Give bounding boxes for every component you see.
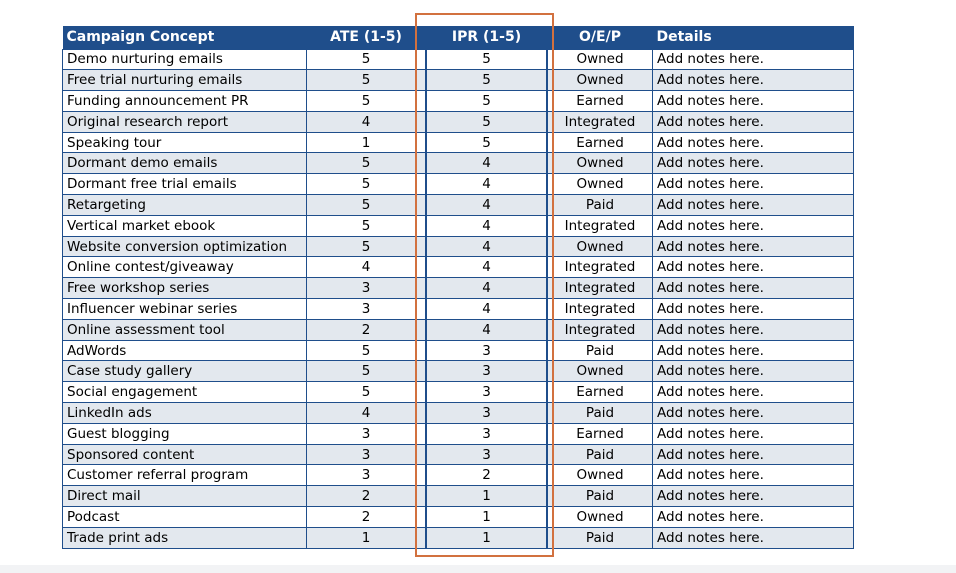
cell-details[interactable]: Add notes here. — [653, 507, 854, 528]
cell-details[interactable]: Add notes here. — [653, 403, 854, 424]
table-row — [63, 195, 854, 216]
cell-ipr: 3 — [427, 444, 547, 465]
cell-campaign-concept: Social engagement — [63, 382, 307, 403]
cell-ipr: 4 — [427, 257, 547, 278]
header-oep: O/E/P — [579, 29, 621, 46]
cell-campaign-concept: Original research report — [63, 111, 307, 132]
cell-details[interactable]: Add notes here. — [653, 111, 854, 132]
cell-ate: 5 — [307, 236, 426, 257]
cell-oep: Earned — [548, 382, 653, 403]
cell-oep: Integrated — [548, 111, 653, 132]
cell-ipr: 4 — [427, 236, 547, 257]
table-body — [63, 49, 854, 548]
cell-details[interactable]: Add notes here. — [653, 319, 854, 340]
table-row — [63, 153, 854, 174]
cell-ate: 5 — [307, 195, 426, 216]
cell-oep: Integrated — [548, 299, 653, 320]
cell-ipr: 5 — [427, 111, 547, 132]
header-details: Details — [656, 29, 712, 46]
table-row — [63, 507, 854, 528]
cell-details[interactable]: Add notes here. — [653, 465, 854, 486]
cell-ipr: 1 — [427, 527, 547, 548]
cell-ate: 5 — [307, 174, 426, 195]
cell-oep: Owned — [548, 153, 653, 174]
campaign-table — [62, 26, 854, 549]
cell-oep: Paid — [548, 527, 653, 548]
cell-details[interactable]: Add notes here. — [653, 299, 854, 320]
cell-oep: Owned — [548, 236, 653, 257]
cell-ate: 5 — [307, 340, 426, 361]
cell-details[interactable]: Add notes here. — [653, 236, 854, 257]
cell-campaign-concept: Funding announcement PR — [63, 91, 307, 112]
cell-ipr: 1 — [427, 486, 547, 507]
table-row — [63, 111, 854, 132]
cell-oep: Owned — [548, 465, 653, 486]
cell-ate: 5 — [307, 153, 426, 174]
cell-details[interactable]: Add notes here. — [653, 527, 854, 548]
cell-campaign-concept: Retargeting — [63, 195, 307, 216]
cell-details[interactable]: Add notes here. — [653, 444, 854, 465]
cell-ipr: 4 — [427, 215, 547, 236]
cell-ipr: 4 — [427, 278, 547, 299]
table-row — [63, 215, 854, 236]
cell-oep: Owned — [548, 49, 653, 70]
table-row — [63, 444, 854, 465]
cell-ipr: 4 — [427, 174, 547, 195]
table-row — [63, 70, 854, 91]
cell-campaign-concept: Dormant demo emails — [63, 153, 307, 174]
cell-ipr: 5 — [427, 132, 547, 153]
cell-campaign-concept: Free workshop series — [63, 278, 307, 299]
cell-details[interactable]: Add notes here. — [653, 195, 854, 216]
table-row — [63, 403, 854, 424]
cell-ipr: 4 — [427, 299, 547, 320]
cell-ipr: 3 — [427, 361, 547, 382]
cell-details[interactable]: Add notes here. — [653, 257, 854, 278]
cell-campaign-concept: Online assessment tool — [63, 319, 307, 340]
cell-details[interactable]: Add notes here. — [653, 423, 854, 444]
cell-details[interactable]: Add notes here. — [653, 132, 854, 153]
table-row — [63, 49, 854, 70]
cell-campaign-concept: Influencer webinar series — [63, 299, 307, 320]
cell-ipr: 5 — [427, 70, 547, 91]
cell-oep: Paid — [548, 340, 653, 361]
table-row — [63, 527, 854, 548]
cell-campaign-concept: Customer referral program — [63, 465, 307, 486]
cell-details[interactable]: Add notes here. — [653, 174, 854, 195]
campaign-table-container — [62, 26, 853, 549]
cell-details[interactable]: Add notes here. — [653, 382, 854, 403]
cell-ate: 3 — [307, 278, 426, 299]
cell-ate: 1 — [307, 527, 426, 548]
cell-campaign-concept: AdWords — [63, 340, 307, 361]
cell-campaign-concept: Vertical market ebook — [63, 215, 307, 236]
cell-ipr: 1 — [427, 507, 547, 528]
header-ate: ATE (1-5) — [330, 29, 402, 46]
cell-details[interactable]: Add notes here. — [653, 278, 854, 299]
cell-details[interactable]: Add notes here. — [653, 340, 854, 361]
cell-campaign-concept: Online contest/giveaway — [63, 257, 307, 278]
cell-ate: 2 — [307, 486, 426, 507]
cell-oep: Integrated — [548, 319, 653, 340]
table-row — [63, 319, 854, 340]
cell-details[interactable]: Add notes here. — [653, 361, 854, 382]
table-row — [63, 361, 854, 382]
cell-oep: Owned — [548, 361, 653, 382]
table-row — [63, 257, 854, 278]
cell-ate: 3 — [307, 465, 426, 486]
cell-ipr: 3 — [427, 423, 547, 444]
cell-ate: 2 — [307, 319, 426, 340]
cell-ate: 3 — [307, 299, 426, 320]
table-row — [63, 278, 854, 299]
table-row — [63, 423, 854, 444]
cell-ipr: 3 — [427, 340, 547, 361]
cell-ate: 5 — [307, 91, 426, 112]
cell-oep: Paid — [548, 403, 653, 424]
cell-ate: 4 — [307, 111, 426, 132]
cell-ate: 5 — [307, 382, 426, 403]
table-row — [63, 236, 854, 257]
cell-campaign-concept: Website conversion optimization — [63, 236, 307, 257]
cell-ipr: 3 — [427, 382, 547, 403]
header-ipr: IPR (1-5) — [451, 29, 522, 46]
cell-oep: Integrated — [548, 278, 653, 299]
cell-details[interactable]: Add notes here. — [653, 70, 854, 91]
cell-oep: Earned — [548, 132, 653, 153]
cell-details[interactable]: Add notes here. — [653, 486, 854, 507]
cell-oep: Paid — [548, 486, 653, 507]
cell-campaign-concept: LinkedIn ads — [63, 403, 307, 424]
cell-campaign-concept: Dormant free trial emails — [63, 174, 307, 195]
cell-ipr: 4 — [427, 153, 547, 174]
cell-campaign-concept: Speaking tour — [63, 132, 307, 153]
cell-details[interactable]: Add notes here. — [653, 91, 854, 112]
cell-campaign-concept: Guest blogging — [63, 423, 307, 444]
cell-ate: 4 — [307, 257, 426, 278]
cell-ipr: 5 — [427, 91, 547, 112]
table-row — [63, 91, 854, 112]
cell-oep: Owned — [548, 174, 653, 195]
cell-oep: Integrated — [548, 215, 653, 236]
table-row — [63, 465, 854, 486]
cell-oep: Earned — [548, 91, 653, 112]
cell-ate: 4 — [307, 403, 426, 424]
cell-ate: 5 — [307, 215, 426, 236]
cell-ipr: 4 — [427, 195, 547, 216]
table-row — [63, 340, 854, 361]
cell-ate: 1 — [307, 132, 426, 153]
cell-ate: 3 — [307, 444, 426, 465]
cell-oep: Paid — [548, 444, 653, 465]
cell-oep: Integrated — [548, 257, 653, 278]
cell-ate: 3 — [307, 423, 426, 444]
table-row — [63, 132, 854, 153]
cell-oep: Owned — [548, 507, 653, 528]
cell-ate: 5 — [307, 49, 426, 70]
cell-ate: 5 — [307, 70, 426, 91]
cell-ipr: 4 — [427, 319, 547, 340]
cell-oep: Owned — [548, 70, 653, 91]
cell-oep: Earned — [548, 423, 653, 444]
table-row — [63, 299, 854, 320]
cell-ate: 5 — [307, 361, 426, 382]
cell-campaign-concept: Sponsored content — [63, 444, 307, 465]
table-row — [63, 174, 854, 195]
header-campaign-concept: Campaign Concept — [66, 29, 215, 46]
table-row — [63, 486, 854, 507]
cell-campaign-concept: Free trial nurturing emails — [63, 70, 307, 91]
table-row — [63, 382, 854, 403]
cell-oep: Paid — [548, 195, 653, 216]
cell-campaign-concept: Direct mail — [63, 486, 307, 507]
cell-details[interactable]: Add notes here. — [653, 215, 854, 236]
page-bottom-edge — [0, 565, 956, 573]
cell-campaign-concept: Trade print ads — [63, 527, 307, 548]
table-header-row — [63, 26, 854, 49]
cell-ipr: 3 — [427, 403, 547, 424]
cell-campaign-concept: Case study gallery — [63, 361, 307, 382]
cell-ipr: 5 — [427, 49, 547, 70]
cell-campaign-concept: Podcast — [63, 507, 307, 528]
cell-campaign-concept: Demo nurturing emails — [63, 49, 307, 70]
cell-details[interactable]: Add notes here. — [653, 153, 854, 174]
cell-ate: 2 — [307, 507, 426, 528]
cell-ipr: 2 — [427, 465, 547, 486]
cell-details[interactable]: Add notes here. — [653, 49, 854, 70]
